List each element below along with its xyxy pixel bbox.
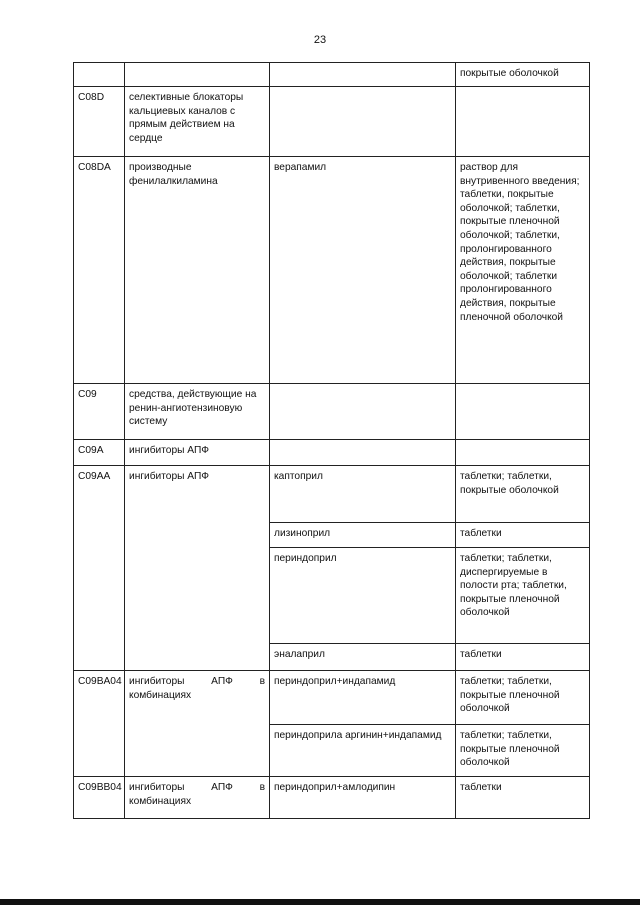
dosage-form-cell: таблетки; таблетки, диспергируемые в полости рта; таблетки, покрытые пленочной оболочкой	[456, 548, 590, 644]
drug-cell: каптоприл	[270, 466, 456, 523]
atc-code-cell: C09BB04	[74, 777, 125, 819]
dosage-form-cell: таблетки; таблетки, покрытые оболочкой	[456, 466, 590, 523]
group-line: ингибиторы АПФ в	[129, 782, 265, 793]
drug-cell: эналаприл	[270, 644, 456, 671]
group-line: комбинациях	[129, 795, 192, 807]
drug-cell	[270, 440, 456, 466]
drug-cell	[270, 63, 456, 87]
group-cell: средства, действующие на ренин-ангиотензиновую систему	[125, 384, 270, 440]
dosage-form-cell	[456, 87, 590, 157]
drug-cell: периндоприл+индапамид	[270, 671, 456, 725]
dosage-form-cell: покрытые оболочкой	[456, 63, 590, 87]
group-line: комбинациях	[129, 689, 192, 701]
drug-cell: периндоприл	[270, 548, 456, 644]
atc-code-cell: C09BA04	[74, 671, 125, 777]
group-cell: ингибиторы АПФ	[125, 440, 270, 466]
drug-cell: лизиноприл	[270, 523, 456, 548]
dosage-form-cell: таблетки	[456, 644, 590, 671]
atc-code-cell: C08DA	[74, 157, 125, 384]
page-number: 23	[313, 34, 327, 46]
drug-cell	[270, 384, 456, 440]
drug-cell: периндоприла аргинин+индапамид	[270, 725, 456, 777]
scan-edge-bar	[0, 899, 640, 905]
table-row	[74, 87, 590, 157]
drug-cell: периндоприл+амлодипин	[270, 777, 456, 819]
group-cell	[125, 63, 270, 87]
group-cell	[125, 777, 270, 819]
drug-cell	[270, 87, 456, 157]
group-cell: селективные блокаторы кальциевых каналов с прямым действием на сердце	[125, 87, 270, 157]
dosage-form-cell: таблетки; таблетки, покрытые пленочной оболочкой	[456, 671, 590, 725]
atc-code-cell	[74, 63, 125, 87]
group-line: ингибиторы АПФ в	[129, 676, 265, 687]
table-row	[74, 63, 590, 87]
dosage-form-cell: таблетки; таблетки, покрытые пленочной оболочкой	[456, 725, 590, 777]
table-row	[74, 157, 590, 384]
dosage-form-cell: раствор для внутривенного введения; таблетки, покрытые оболочкой; таблетки, покрытые пленочной оболочкой; таблетки, пролонгированного действия, покрытые оболочкой; таблетки пролонгированного действия, покрытые пленочной оболочкой	[456, 157, 590, 384]
group-cell: ингибиторы АПФ	[125, 466, 270, 671]
drug-cell: верапамил	[270, 157, 456, 384]
dosage-form-cell: таблетки	[456, 523, 590, 548]
table-row	[74, 384, 590, 440]
dosage-form-cell	[456, 384, 590, 440]
group-cell	[125, 671, 270, 777]
dosage-form-cell	[456, 440, 590, 466]
atc-code-cell: C09	[74, 384, 125, 440]
table-row	[74, 466, 590, 523]
table-row	[74, 777, 590, 819]
dosage-form-cell: таблетки	[456, 777, 590, 819]
atc-code-cell: C09A	[74, 440, 125, 466]
table-row	[74, 440, 590, 466]
group-cell: производные фенилалкиламина	[125, 157, 270, 384]
atc-code-cell: C09AA	[74, 466, 125, 671]
table-row	[74, 671, 590, 725]
atc-code-cell: C08D	[74, 87, 125, 157]
drug-classification-table	[73, 62, 590, 819]
